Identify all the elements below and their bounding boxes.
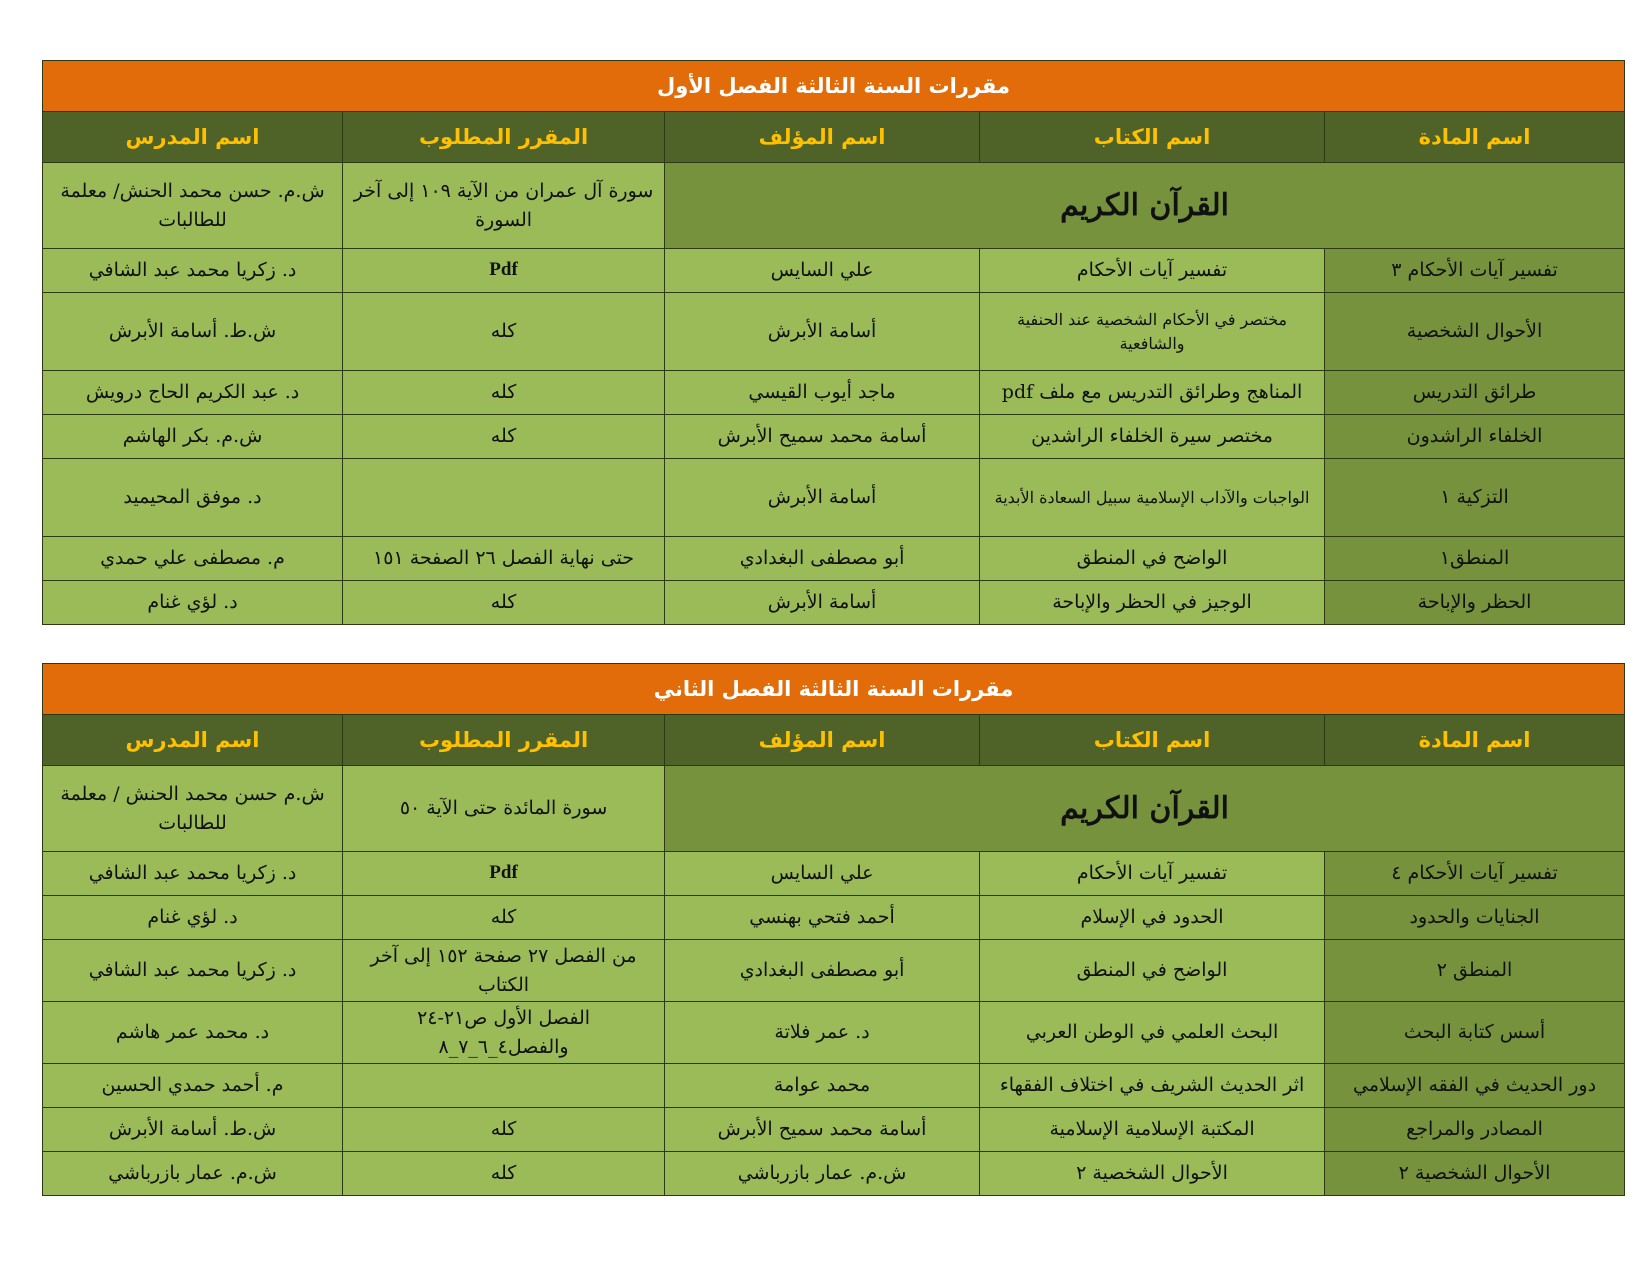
cell-book: الواضح في المنطق bbox=[980, 537, 1325, 581]
header-required: المقرر المطلوب bbox=[343, 715, 665, 766]
quran-required: سورة آل عمران من الآية ١٠٩ إلى آخر السورة bbox=[343, 163, 665, 249]
table-row bbox=[43, 537, 1625, 581]
cell-author: ماجد أيوب القيسي bbox=[665, 371, 980, 415]
table-row bbox=[43, 940, 1625, 1002]
table-row bbox=[43, 581, 1625, 625]
cell-required bbox=[343, 459, 665, 537]
cell-teacher: ش.ط. أسامة الأبرش bbox=[43, 293, 343, 371]
cell-required: Pdf bbox=[343, 249, 665, 293]
semester-1-table bbox=[42, 60, 1624, 625]
cell-author: ش.م. عمار بازرباشي bbox=[665, 1152, 980, 1196]
cell-required: حتى نهاية الفصل ٢٦ الصفحة ١٥١ bbox=[343, 537, 665, 581]
quran-teacher: ش.م حسن محمد الحنش / معلمة للطالبات bbox=[43, 766, 343, 852]
cell-required: كله bbox=[343, 371, 665, 415]
table-title: مقررات السنة الثالثة الفصل الأول bbox=[43, 61, 1625, 112]
cell-subject: الحظر والإباحة bbox=[1325, 581, 1625, 625]
cell-required: كله bbox=[343, 1152, 665, 1196]
semester-2-table bbox=[42, 663, 1624, 1196]
cell-required: كله bbox=[343, 1108, 665, 1152]
header-author: اسم المؤلف bbox=[665, 112, 980, 163]
cell-teacher: ش.م. عمار بازرباشي bbox=[43, 1152, 343, 1196]
quran-required: سورة المائدة حتى الآية ٥٠ bbox=[343, 766, 665, 852]
cell-author: أبو مصطفى البغدادي bbox=[665, 940, 980, 1002]
table-row bbox=[43, 896, 1625, 940]
header-teacher: اسم المدرس bbox=[43, 715, 343, 766]
cell-book: مختصر سيرة الخلفاء الراشدين bbox=[980, 415, 1325, 459]
cell-book: البحث العلمي في الوطن العربي bbox=[980, 1002, 1325, 1064]
table-row bbox=[43, 371, 1625, 415]
cell-book: المناهج وطرائق التدريس مع ملف pdf bbox=[980, 371, 1325, 415]
cell-required: كله bbox=[343, 293, 665, 371]
cell-subject: طرائق التدريس bbox=[1325, 371, 1625, 415]
quran-teacher: ش.م. حسن محمد الحنش/ معلمة للطالبات bbox=[43, 163, 343, 249]
cell-author: أسامة الأبرش bbox=[665, 581, 980, 625]
cell-required: كله bbox=[343, 581, 665, 625]
cell-required: Pdf bbox=[343, 852, 665, 896]
cell-required bbox=[343, 1064, 665, 1108]
cell-subject: تفسير آيات الأحكام ٤ bbox=[1325, 852, 1625, 896]
cell-teacher: د. زكريا محمد عبد الشافي bbox=[43, 940, 343, 1002]
quran-label: القرآن الكريم bbox=[665, 766, 1625, 852]
cell-teacher: د. موفق المحيميد bbox=[43, 459, 343, 537]
cell-subject: الخلفاء الراشدون bbox=[1325, 415, 1625, 459]
cell-author: علي السايس bbox=[665, 852, 980, 896]
cell-teacher: د. لؤي غنام bbox=[43, 581, 343, 625]
table-row bbox=[43, 1002, 1625, 1064]
cell-author: أبو مصطفى البغدادي bbox=[665, 537, 980, 581]
cell-author: أسامة محمد سميح الأبرش bbox=[665, 1108, 980, 1152]
cell-teacher: د. محمد عمر هاشم bbox=[43, 1002, 343, 1064]
cell-book: الحدود في الإسلام bbox=[980, 896, 1325, 940]
quran-row bbox=[43, 163, 1625, 249]
cell-book: الواجبات والآداب الإسلامية سبيل السعادة الأبدية bbox=[980, 459, 1325, 537]
cell-subject: دور الحديث في الفقه الإسلامي bbox=[1325, 1064, 1625, 1108]
header-required: المقرر المطلوب bbox=[343, 112, 665, 163]
table-row bbox=[43, 1108, 1625, 1152]
cell-book: الوجيز في الحظر والإباحة bbox=[980, 581, 1325, 625]
cell-teacher: ش.م. بكر الهاشم bbox=[43, 415, 343, 459]
cell-subject: التزكية ١ bbox=[1325, 459, 1625, 537]
cell-book: مختصر في الأحكام الشخصية عند الحنفية والشافعية bbox=[980, 293, 1325, 371]
header-author: اسم المؤلف bbox=[665, 715, 980, 766]
cell-teacher: د. عبد الكريم الحاج درويش bbox=[43, 371, 343, 415]
cell-book: اثر الحديث الشريف في اختلاف الفقهاء bbox=[980, 1064, 1325, 1108]
quran-row bbox=[43, 766, 1625, 852]
cell-book: الأحوال الشخصية ٢ bbox=[980, 1152, 1325, 1196]
header-teacher: اسم المدرس bbox=[43, 112, 343, 163]
cell-required: كله bbox=[343, 415, 665, 459]
header-book: اسم الكتاب bbox=[980, 715, 1325, 766]
header-row bbox=[43, 112, 1625, 163]
cell-author: محمد عوامة bbox=[665, 1064, 980, 1108]
header-subject: اسم المادة bbox=[1325, 715, 1625, 766]
cell-author: علي السايس bbox=[665, 249, 980, 293]
cell-subject: الأحوال الشخصية bbox=[1325, 293, 1625, 371]
table-row bbox=[43, 459, 1625, 537]
cell-teacher: م. أحمد حمدي الحسين bbox=[43, 1064, 343, 1108]
cell-author: أسامة الأبرش bbox=[665, 459, 980, 537]
header-row bbox=[43, 715, 1625, 766]
cell-author: أسامة محمد سميح الأبرش bbox=[665, 415, 980, 459]
cell-subject: المنطق١ bbox=[1325, 537, 1625, 581]
cell-required: كله bbox=[343, 896, 665, 940]
cell-teacher: ش.ط. أسامة الأبرش bbox=[43, 1108, 343, 1152]
table-row bbox=[43, 249, 1625, 293]
table-row bbox=[43, 852, 1625, 896]
quran-label: القرآن الكريم bbox=[665, 163, 1625, 249]
cell-teacher: د. زكريا محمد عبد الشافي bbox=[43, 852, 343, 896]
cell-author: أسامة الأبرش bbox=[665, 293, 980, 371]
cell-teacher: د. زكريا محمد عبد الشافي bbox=[43, 249, 343, 293]
cell-subject: المصادر والمراجع bbox=[1325, 1108, 1625, 1152]
cell-required: من الفصل ٢٧ صفحة ١٥٢ إلى آخر الكتاب bbox=[343, 940, 665, 1002]
cell-teacher: د. لؤي غنام bbox=[43, 896, 343, 940]
header-book: اسم الكتاب bbox=[980, 112, 1325, 163]
cell-teacher: م. مصطفى علي حمدي bbox=[43, 537, 343, 581]
cell-book: تفسير آيات الأحكام bbox=[980, 852, 1325, 896]
cell-subject: الجنايات والحدود bbox=[1325, 896, 1625, 940]
cell-subject: الأحوال الشخصية ٢ bbox=[1325, 1152, 1625, 1196]
table-row bbox=[43, 1152, 1625, 1196]
cell-book: تفسير آيات الأحكام bbox=[980, 249, 1325, 293]
cell-author: د. عمر فلاتة bbox=[665, 1002, 980, 1064]
cell-required: الفصل الأول ص٢١-٢٤ والفصل٤_٦_٧_٨ bbox=[343, 1002, 665, 1064]
table-row bbox=[43, 415, 1625, 459]
table-row bbox=[43, 1064, 1625, 1108]
cell-subject: أسس كتابة البحث bbox=[1325, 1002, 1625, 1064]
cell-author: أحمد فتحي بهنسي bbox=[665, 896, 980, 940]
cell-subject: تفسير آيات الأحكام ٣ bbox=[1325, 249, 1625, 293]
header-subject: اسم المادة bbox=[1325, 112, 1625, 163]
cell-book: الواضح في المنطق bbox=[980, 940, 1325, 1002]
cell-subject: المنطق ٢ bbox=[1325, 940, 1625, 1002]
table-title: مقررات السنة الثالثة الفصل الثاني bbox=[43, 664, 1625, 715]
table-row bbox=[43, 293, 1625, 371]
cell-book: المكتبة الإسلامية الإسلامية bbox=[980, 1108, 1325, 1152]
